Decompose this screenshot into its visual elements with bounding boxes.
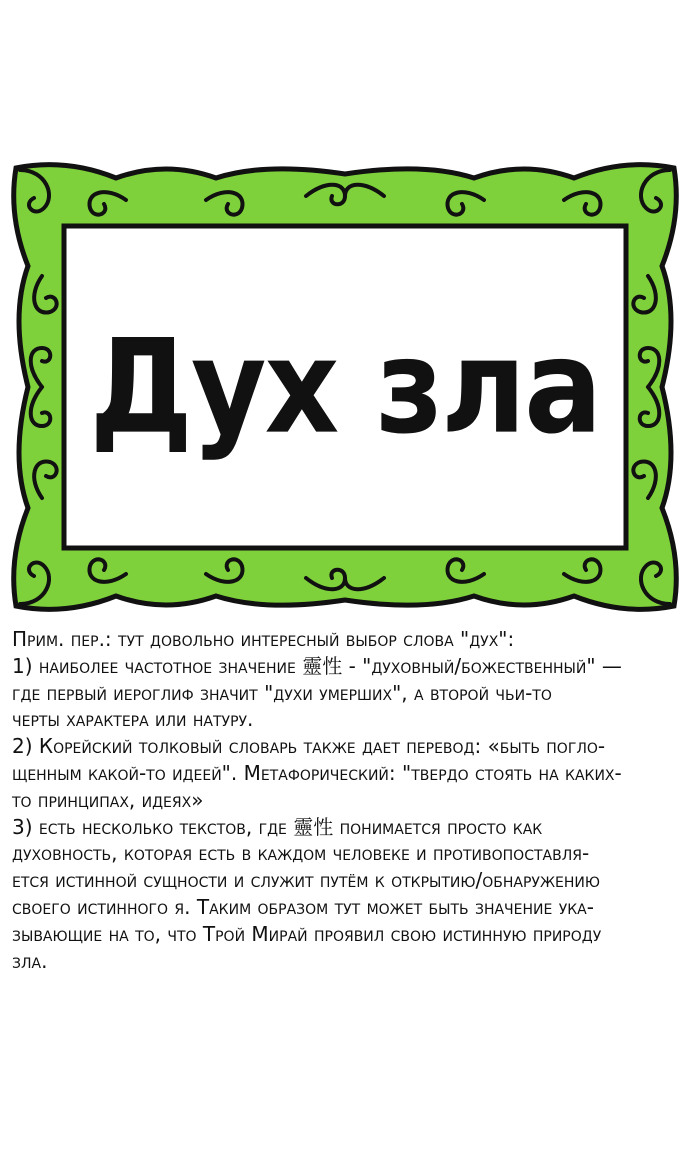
note-line: 3) есть несколько текстов, где 靈性 понимается просто как	[12, 814, 543, 839]
note-line: где первый иероглиф значит "духи умерших", а второй чьи-то	[12, 680, 552, 705]
note-line: зывающие на то, что Трой Мирай проявил свою истинную природу	[12, 921, 602, 946]
note-line: Прим. пер.: тут довольно интересный выбор слова "дух":	[12, 627, 515, 651]
page-title: Дух зла	[89, 311, 601, 464]
note-line: духовность, которая есть в каждом человеке и противопоставля-	[12, 841, 590, 866]
note-line: своего истинного я. Таким образом тут может быть значение ука-	[12, 894, 594, 919]
note-line: зла.	[12, 948, 48, 973]
translator-note	[12, 626, 682, 974]
note-line: то принципах, идеях»	[12, 787, 204, 812]
note-line: черты характера или натуру.	[12, 707, 254, 732]
note-line: ется истинной сущности и служит путём к открытию/обнаружению	[12, 868, 600, 893]
note-line: щенным какой-то идеей". Метафорический: "твердо стоять на каких-	[12, 760, 622, 785]
note-line: 2) Корейский толковый словарь также дает перевод: «быть погло-	[12, 734, 606, 759]
note-line: 1) наиболее частотное значение 靈性 - "духовный/божественный" —	[12, 653, 622, 678]
